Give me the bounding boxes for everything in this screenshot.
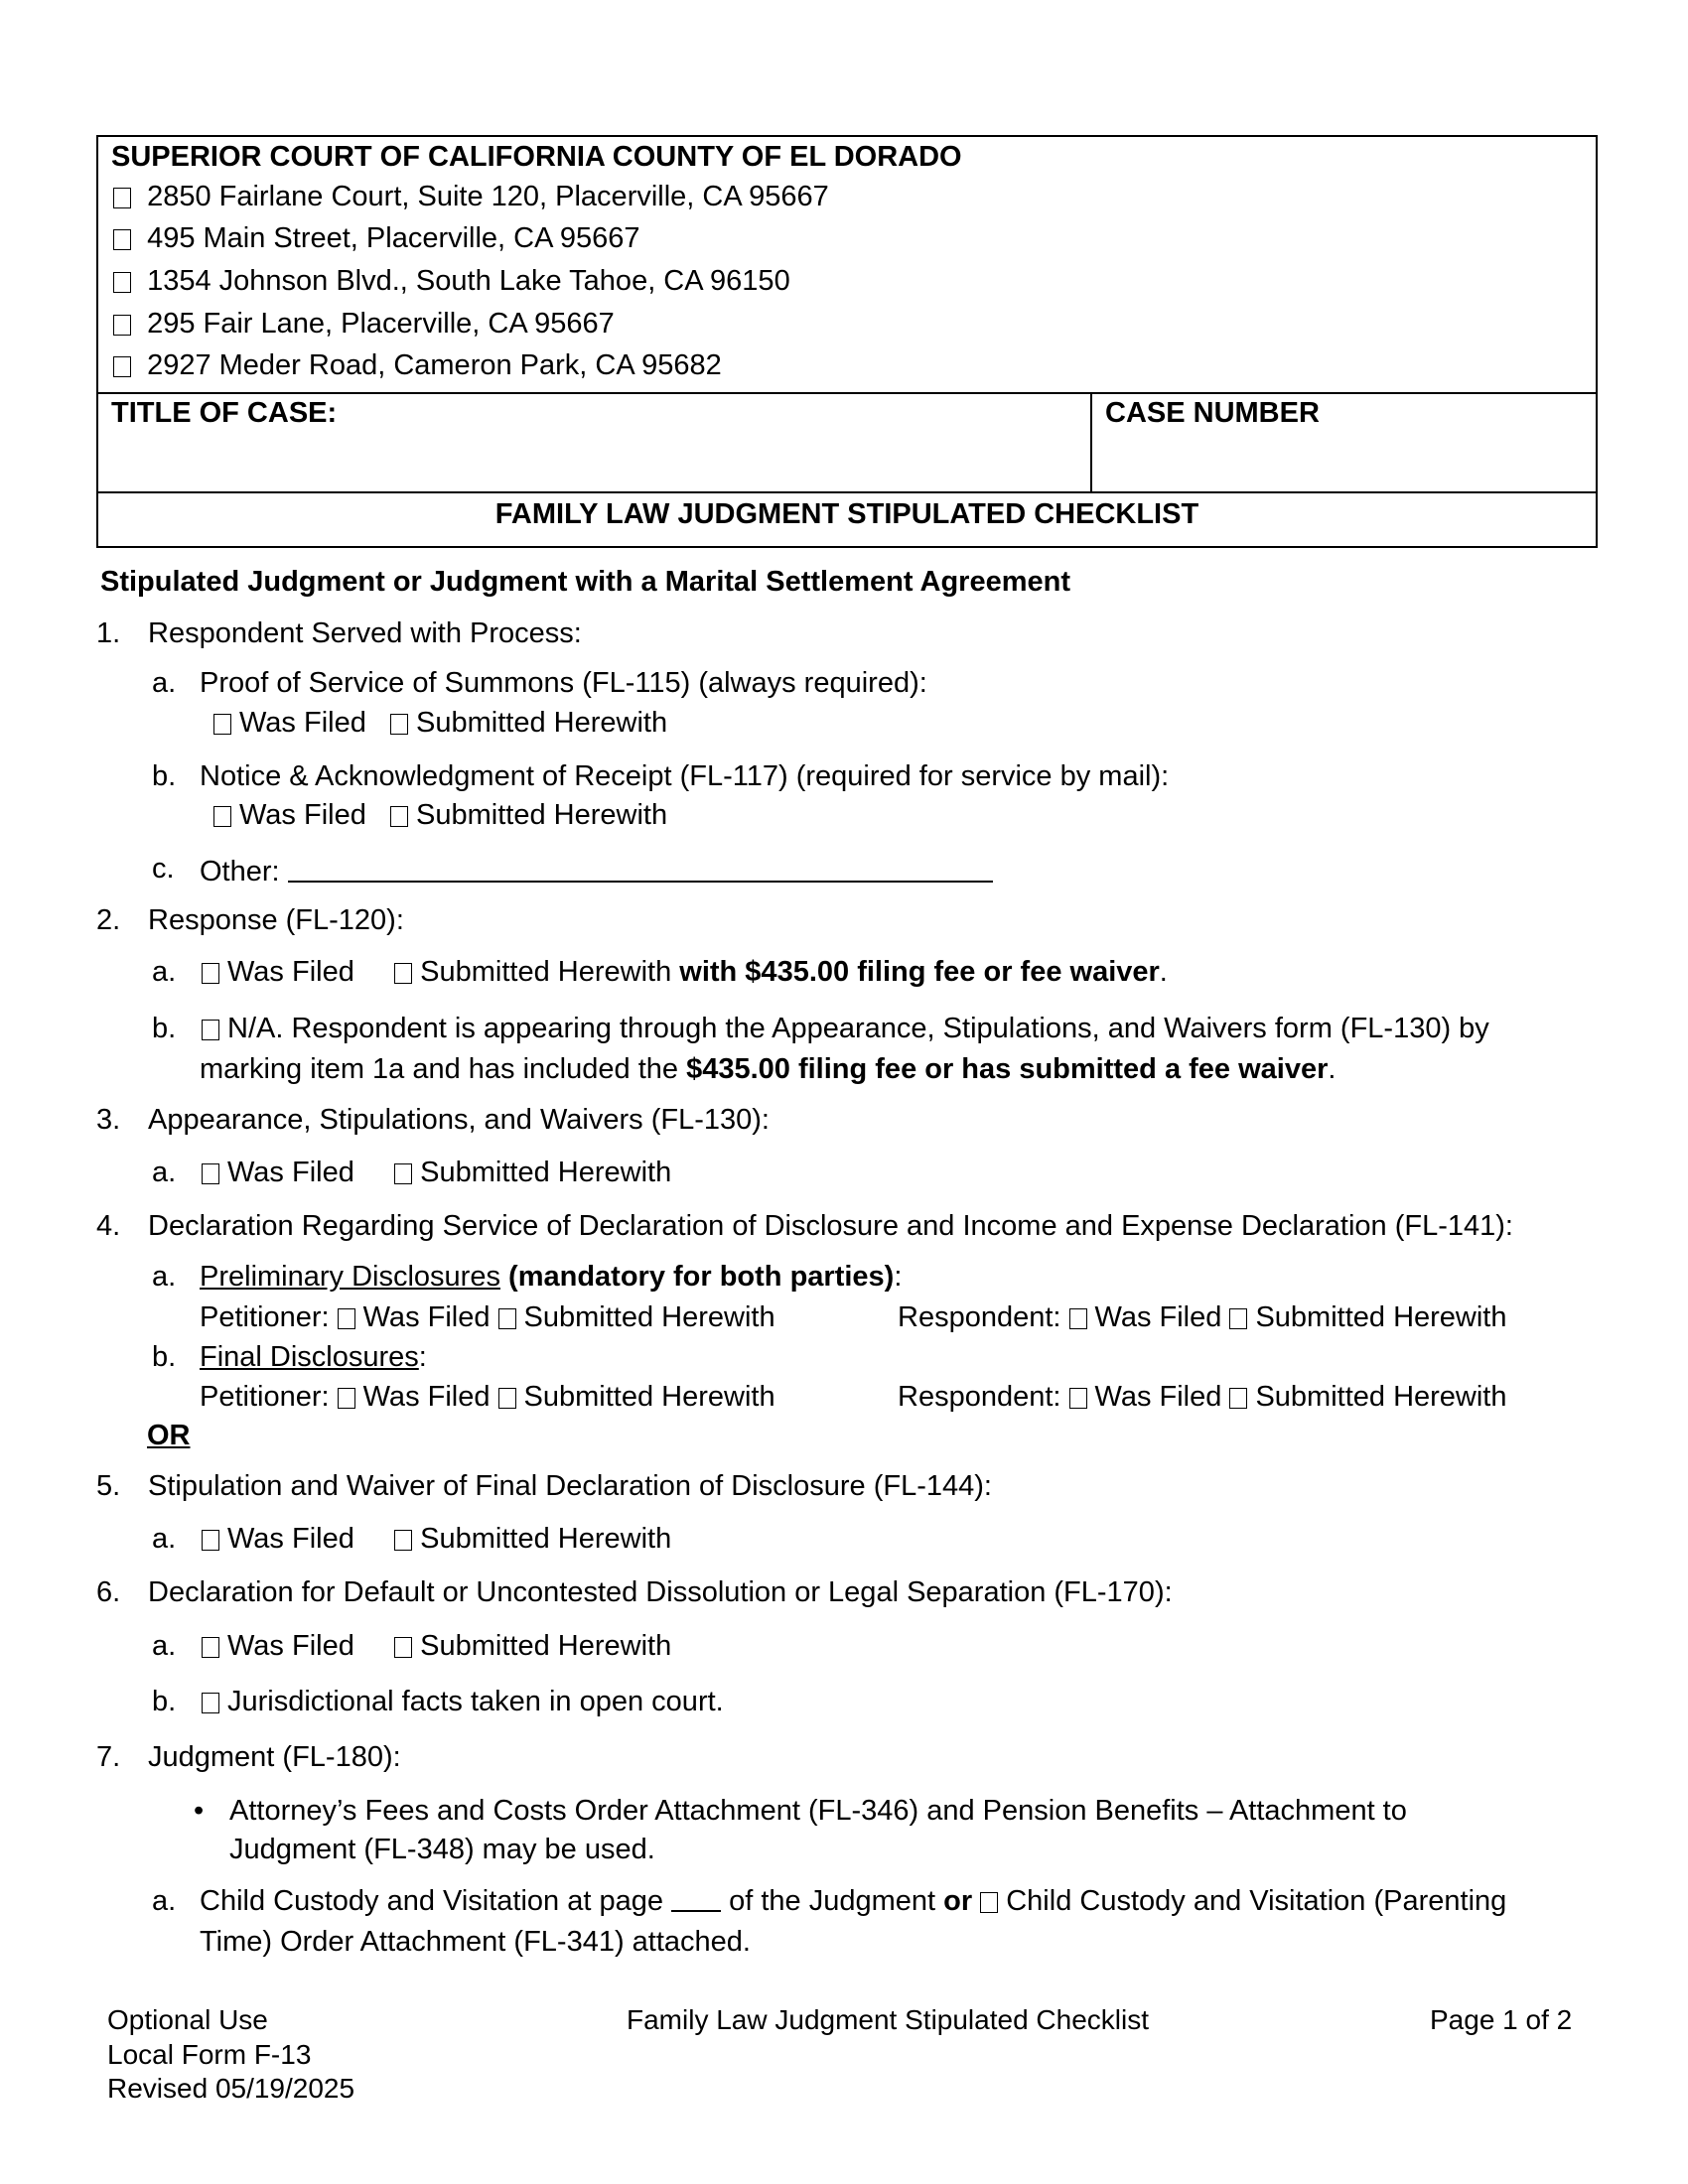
item-number: 5. [96, 1470, 121, 1502]
address-option[interactable] [113, 263, 790, 299]
bullet-icon: • [194, 1795, 205, 1827]
checkbox[interactable] [113, 315, 131, 336]
item-2b-text: marking item 1a and has included the [200, 1053, 687, 1085]
option-label: Was Filed [362, 1381, 491, 1413]
bullet-text: Judgment (FL-348) may be used. [229, 1834, 655, 1865]
item-2b-cont: marking item 1a and has included the $435.00 filing fee or has submitted a fee waiver. [200, 1053, 1336, 1085]
or-separator: OR [147, 1420, 191, 1451]
item-7a-text: Child Custody and Visitation at page [200, 1885, 663, 1917]
item-2a-options: Was Filed Submitted Herewith with $435.00 filing fee or fee waiver. [202, 954, 1168, 990]
petitioner-options [200, 1299, 775, 1335]
case-number-label: CASE NUMBER [1105, 397, 1320, 429]
checkbox[interactable] [113, 229, 131, 250]
respondent-options [898, 1379, 1507, 1415]
option-label: Was Filed [227, 956, 354, 988]
fee-note: $435.00 filing fee or has submitted a fee waiver [686, 1053, 1329, 1085]
divider [1090, 392, 1092, 492]
bullet-text: Attorney’s Fees and Costs Order Attachment (FL-346) and Pension Benefits – Attachment to [229, 1795, 1407, 1827]
sub-letter: a. [152, 956, 177, 988]
final-disclosures: Final Disclosures [200, 1341, 419, 1373]
checkbox-was-filed[interactable] [213, 714, 231, 735]
page-number: Page 1 of 2 [1430, 2004, 1573, 2035]
option-label: Submitted Herewith [523, 1381, 775, 1413]
divider [96, 392, 1598, 394]
item-1c [200, 851, 993, 887]
item-6-label: Declaration for Default or Uncontested Dissolution or Legal Separation (FL-170): [148, 1576, 1173, 1608]
sub-letter: a. [152, 1261, 177, 1293]
party-label: Petitioner: [200, 1301, 330, 1333]
address-label: 495 Main Street, Placerville, CA 95667 [147, 222, 640, 254]
title-of-case-label: TITLE OF CASE: [111, 397, 338, 429]
checkbox-was-filed[interactable] [202, 1163, 219, 1184]
section-heading: Stipulated Judgment or Judgment with a Marital Settlement Agreement [100, 566, 1070, 598]
item-1a-options [213, 705, 667, 741]
item-2b [202, 1011, 1489, 1046]
checkbox-was-filed[interactable] [213, 806, 231, 827]
address-option[interactable] [113, 220, 640, 256]
item-1a-label: Proof of Service of Summons (FL-115) (always required): [200, 667, 927, 699]
footer-revised: Revised 05/19/2025 [107, 2073, 355, 2104]
checkbox-fl341[interactable] [980, 1892, 998, 1913]
option-label: Was Filed [227, 1157, 354, 1188]
option-label: Was Filed [239, 707, 366, 739]
item-7-label: Judgment (FL-180): [148, 1741, 401, 1773]
checkbox-was-filed[interactable] [202, 1530, 219, 1551]
sub-letter: a. [152, 667, 177, 699]
checkbox[interactable] [113, 356, 131, 377]
checkbox-was-filed[interactable] [202, 963, 219, 984]
item-2-label: Response (FL-120): [148, 904, 404, 936]
item-7a-cont: Time) Order Attachment (FL-341) attached. [200, 1926, 751, 1958]
option-label: Was Filed [362, 1301, 491, 1333]
item-6a-options [202, 1628, 671, 1664]
address-option[interactable] [113, 347, 722, 383]
item-4b-label: Final Disclosures: [200, 1341, 427, 1373]
option-label: Was Filed [1094, 1301, 1222, 1333]
footer-optional-use: Optional Use [107, 2004, 268, 2035]
checkbox-submitted[interactable] [394, 963, 412, 984]
item-1-label: Respondent Served with Process: [148, 617, 582, 649]
sub-letter: a. [152, 1157, 177, 1188]
checkbox-was-filed[interactable] [1069, 1308, 1087, 1329]
option-label: Was Filed [227, 1630, 354, 1662]
item-1b-options [213, 797, 667, 833]
checkbox-submitted[interactable] [390, 806, 408, 827]
form-title: FAMILY LAW JUDGMENT STIPULATED CHECKLIST [494, 498, 1199, 530]
address-label: 2927 Meder Road, Cameron Park, CA 95682 [147, 349, 722, 381]
checkbox-jurisdictional[interactable] [202, 1693, 219, 1713]
address-label: 2850 Fairlane Court, Suite 120, Placerville, CA 95667 [147, 181, 829, 212]
option-label: Submitted Herewith [1255, 1381, 1507, 1413]
item-4a-label: Preliminary Disclosures (mandatory for both parties): [200, 1261, 903, 1293]
item-number: 6. [96, 1576, 121, 1608]
item-7a [200, 1883, 1506, 1919]
item-3-label: Appearance, Stipulations, and Waivers (FL-130): [148, 1104, 770, 1136]
item-6b [202, 1684, 724, 1719]
checkbox-was-filed[interactable] [338, 1308, 355, 1329]
address-option[interactable] [113, 306, 615, 341]
item-2b-text: N/A. Respondent is appearing through the Appearance, Stipulations, and Waivers form (FL-130) by [227, 1013, 1489, 1044]
mandatory-note: (mandatory for both parties) [508, 1261, 895, 1293]
sub-letter: b. [152, 1013, 177, 1044]
preliminary-disclosures: Preliminary Disclosures [200, 1261, 500, 1293]
option-label: Submitted Herewith [420, 956, 672, 988]
option-label: Submitted Herewith [523, 1301, 775, 1333]
option-label: Submitted Herewith [420, 1523, 672, 1555]
checkbox-submitted[interactable] [1229, 1308, 1247, 1329]
item-number: 3. [96, 1104, 121, 1136]
page-field[interactable] [671, 1884, 721, 1912]
sub-letter: a. [152, 1523, 177, 1555]
item-number: 7. [96, 1741, 121, 1773]
checkbox-submitted[interactable] [1229, 1388, 1247, 1409]
item-5a-options [202, 1521, 671, 1557]
option-label: Submitted Herewith [420, 1157, 672, 1188]
address-option[interactable] [113, 179, 829, 214]
sub-letter: c. [152, 853, 175, 885]
sub-letter: b. [152, 1341, 177, 1373]
checkbox-was-filed[interactable] [202, 1637, 219, 1658]
checkbox-submitted[interactable] [498, 1308, 516, 1329]
item-3a-options [202, 1155, 671, 1190]
checkbox-submitted[interactable] [394, 1530, 412, 1551]
sub-letter: a. [152, 1630, 177, 1662]
item-4-label: Declaration Regarding Service of Declaration of Disclosure and Income and Expense Declaration (FL-141): [148, 1210, 1513, 1242]
item-7a-text: of the Judgment [729, 1885, 936, 1917]
option-label: Submitted Herewith [416, 707, 668, 739]
checkbox-na[interactable] [202, 1020, 219, 1040]
other-label: Other: [200, 856, 280, 887]
option-label: Jurisdictional facts taken in open court. [227, 1686, 724, 1717]
footer-form-title: Family Law Judgment Stipulated Checklist [627, 2004, 1150, 2035]
checkbox[interactable] [113, 188, 131, 208]
option-label: Was Filed [1094, 1381, 1222, 1413]
or-label: or [943, 1885, 973, 1917]
option-label: Submitted Herewith [420, 1630, 672, 1662]
sub-letter: b. [152, 1686, 177, 1717]
court-name: SUPERIOR COURT OF CALIFORNIA COUNTY OF EL DORADO [111, 141, 962, 173]
address-label: 1354 Johnson Blvd., South Lake Tahoe, CA 96150 [147, 265, 790, 297]
option-label: Was Filed [239, 799, 366, 831]
checkbox-submitted[interactable] [390, 714, 408, 735]
sub-letter: b. [152, 760, 177, 792]
party-label: Respondent: [898, 1301, 1061, 1333]
checkbox[interactable] [113, 272, 131, 293]
item-number: 1. [96, 617, 121, 649]
divider [96, 491, 1598, 493]
option-label: Submitted Herewith [416, 799, 668, 831]
checkbox-was-filed[interactable] [338, 1388, 355, 1409]
sub-letter: a. [152, 1885, 177, 1917]
checkbox-submitted[interactable] [498, 1388, 516, 1409]
party-label: Respondent: [898, 1381, 1061, 1413]
respondent-options [898, 1299, 1507, 1335]
party-label: Petitioner: [200, 1381, 330, 1413]
address-label: 295 Fair Lane, Placerville, CA 95667 [147, 308, 615, 340]
item-7a-text: Child Custody and Visitation (Parenting [1006, 1885, 1507, 1917]
footer-form-number: Local Form F-13 [107, 2039, 312, 2070]
fee-note: with $435.00 filing fee or fee waiver [679, 956, 1160, 988]
item-5-label: Stipulation and Waiver of Final Declaration of Disclosure (FL-144): [148, 1470, 992, 1502]
checkbox-was-filed[interactable] [1069, 1388, 1087, 1409]
checkbox-submitted[interactable] [394, 1163, 412, 1184]
option-label: Submitted Herewith [1255, 1301, 1507, 1333]
petitioner-options [200, 1379, 775, 1415]
item-1b-label: Notice & Acknowledgment of Receipt (FL-117) (required for service by mail): [200, 760, 1170, 792]
option-label: Was Filed [227, 1523, 354, 1555]
item-number: 4. [96, 1210, 121, 1242]
item-number: 2. [96, 904, 121, 936]
checkbox-submitted[interactable] [394, 1637, 412, 1658]
other-field[interactable] [288, 851, 993, 883]
